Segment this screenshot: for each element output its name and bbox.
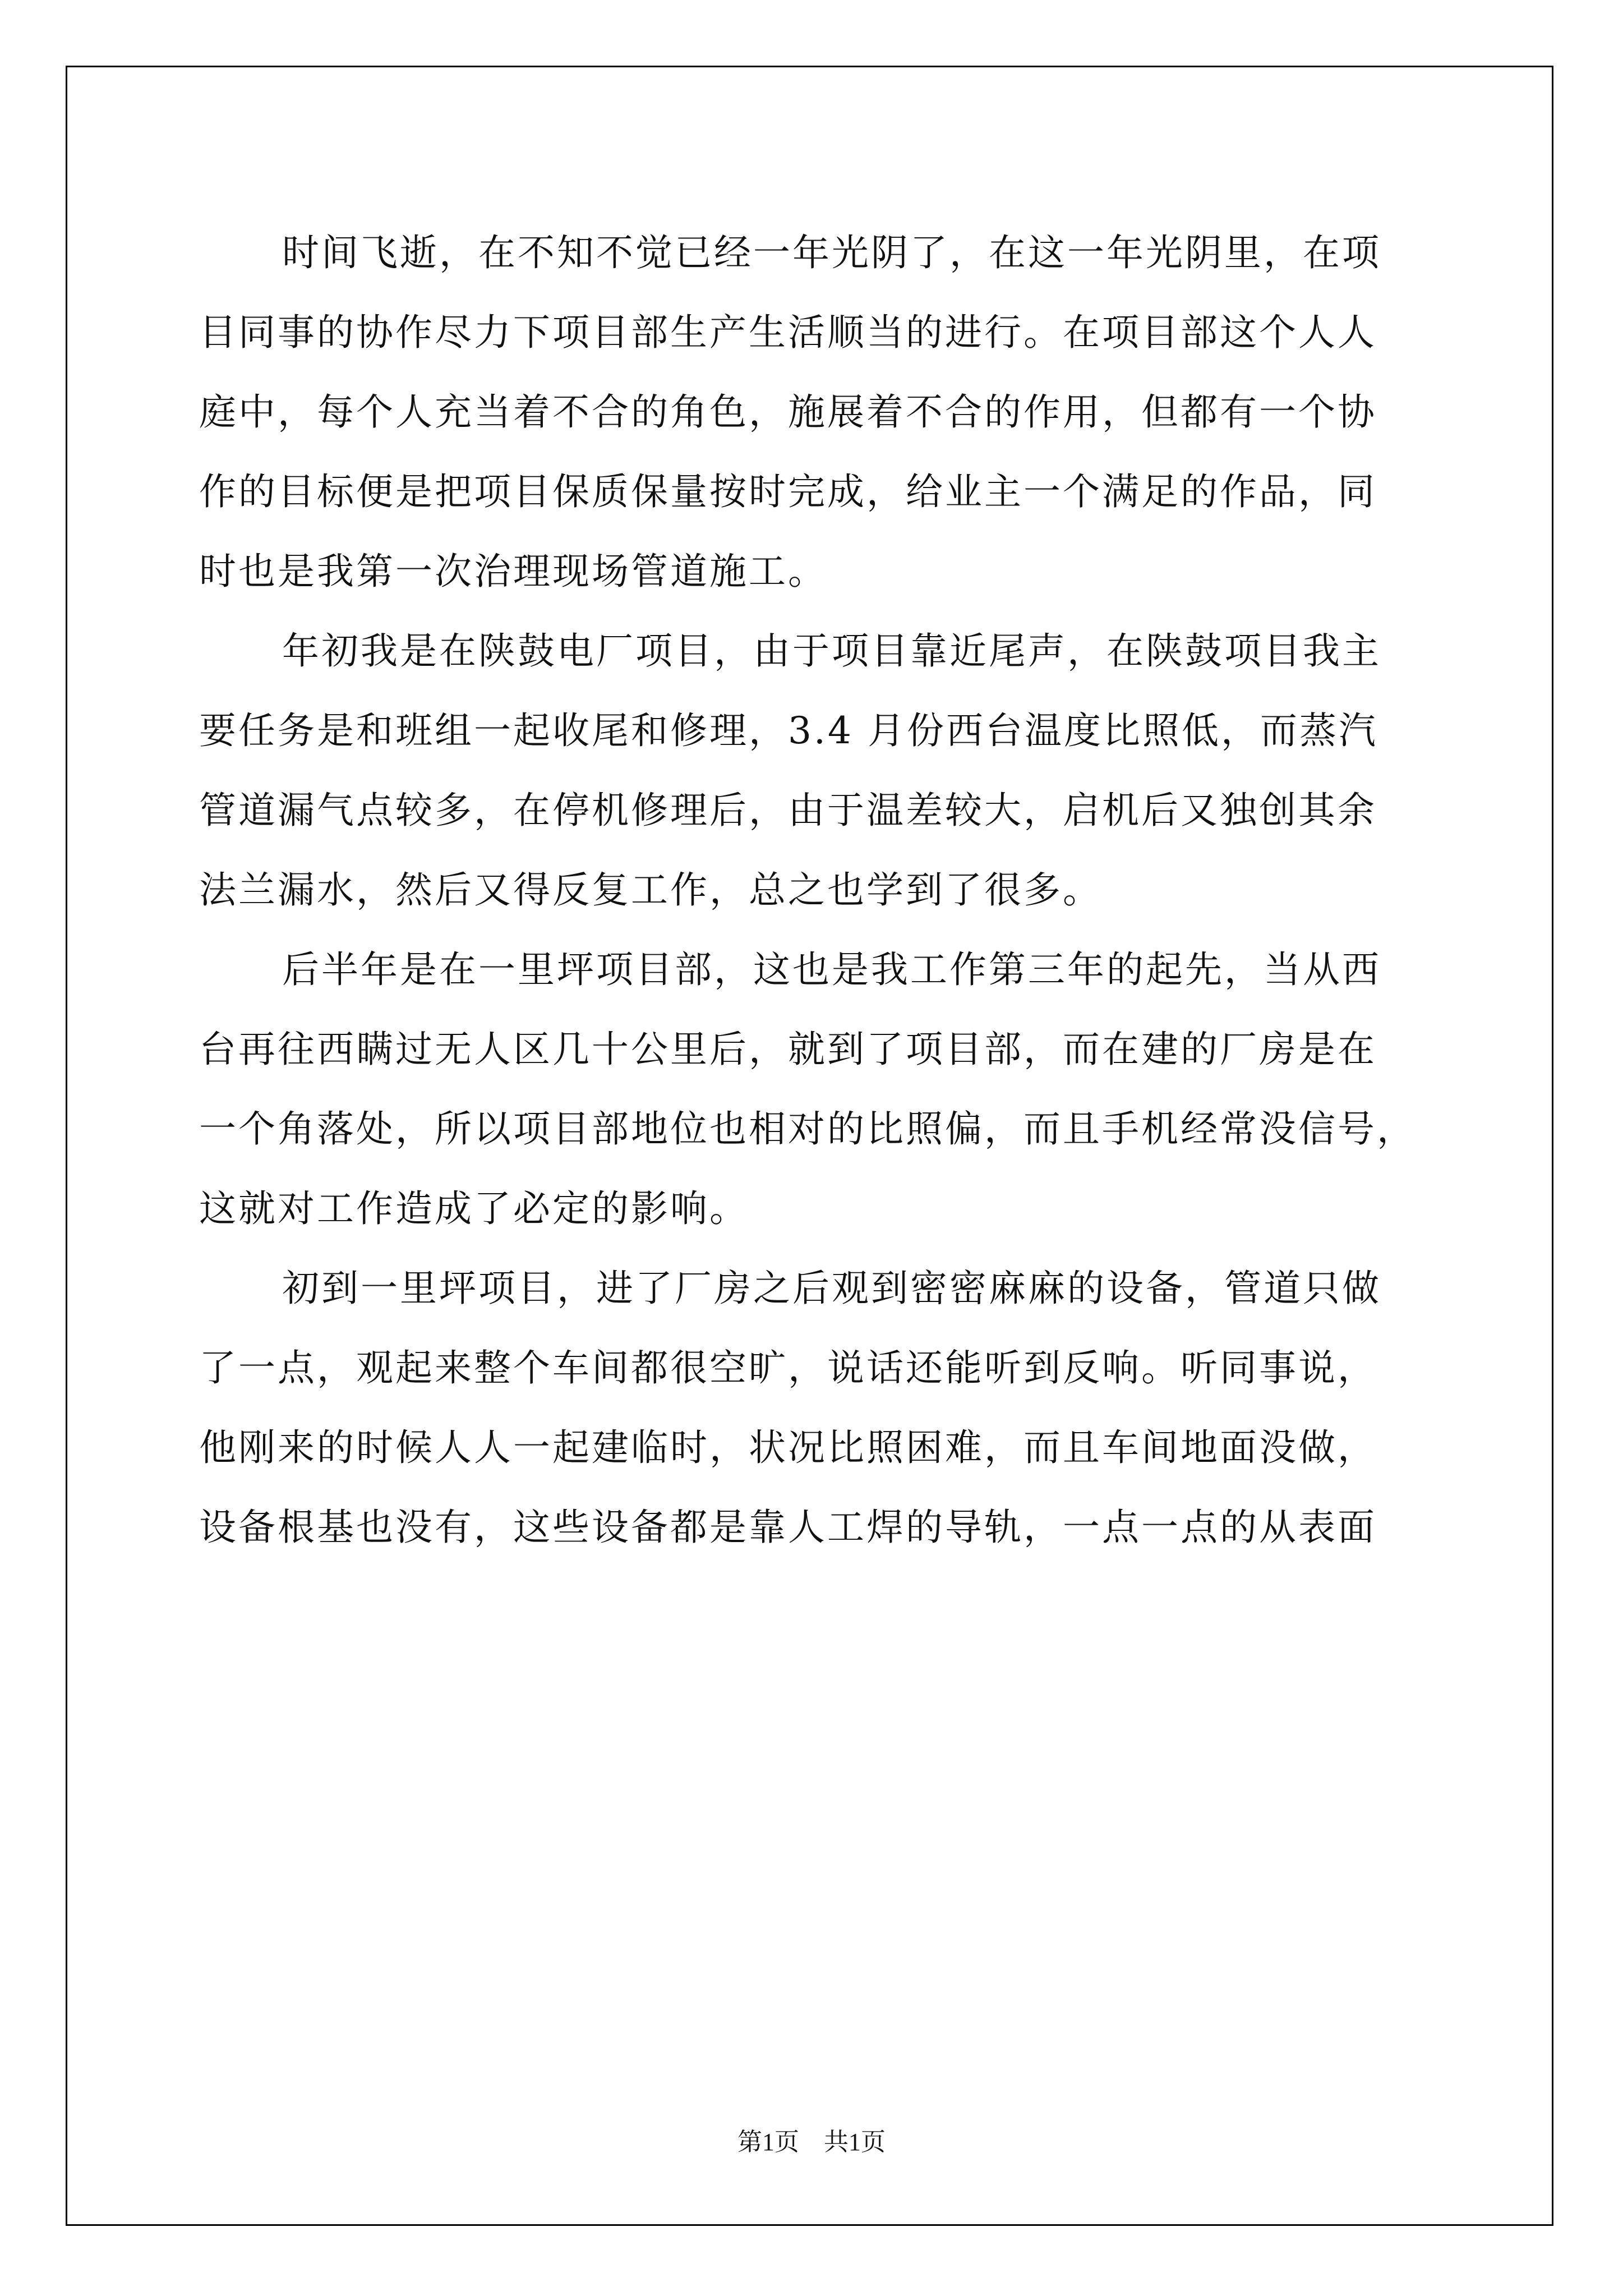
text-line: 作的目标便是把项目保质保量按时完成，给业主一个满足的作品，同 [199, 470, 1377, 513]
paragraph [199, 930, 1433, 1249]
page-total: 共1页 [824, 2128, 886, 2156]
text-line: 台再往西瞒过无人区几十公里后，就到了项目部，而在建的厂房是在 [199, 1028, 1377, 1071]
text-line: 初到一里坪项目，进了厂房之后观到密密麻麻的设备，管道只做 [282, 1267, 1381, 1310]
text-line: 这就对工作造成了必定的影响。 [199, 1187, 749, 1230]
paragraph [199, 213, 1433, 611]
text-line: 目同事的协作尽力下项目部生产生活顺当的进行。在项目部这个人人 [199, 311, 1377, 354]
paragraph [199, 1249, 1433, 1567]
text-line: 要任务是和班组一起收尾和修理，3.4 月份西台温度比照低，而蒸汽 [199, 709, 1378, 752]
paragraph [199, 611, 1433, 930]
text-line: 设备根基也没有，这些设备都是靠人工焊的导轨，一点一点的从表面 [199, 1506, 1377, 1549]
text-line: 了一点，观起来整个车间都很空旷，说话还能听到反响。听同事说， [199, 1346, 1377, 1389]
text-line: 后半年是在一里坪项目部，这也是我工作第三年的起先，当从西 [282, 948, 1381, 991]
text-line: 管道漏气点较多，在停机修理后，由于温差较大，启机后又独创其余 [199, 789, 1377, 832]
text-line: 他刚来的时候人人一起建临时，状况比照困难，而且车间地面没做， [199, 1426, 1377, 1469]
text-line: 庭中，每个人充当着不合的角色，施展着不合的作用，但都有一个协 [199, 390, 1377, 434]
text-line: 时也是我第一次治理现场管道施工。 [199, 550, 827, 593]
text-line: 年初我是在陕鼓电厂项目，由于项目靠近尾声，在陕鼓项目我主 [282, 629, 1381, 673]
text-line: 一个角落处，所以项目部地位也相对的比照偏，而且手机经常没信号， [199, 1107, 1416, 1151]
text-line: 时间飞逝，在不知不觉已经一年光阴了，在这一年光阴里，在项 [282, 231, 1381, 274]
page-number: 第1页 [737, 2128, 799, 2156]
page-footer [0, 2122, 1623, 2157]
document-body [199, 213, 1433, 1567]
text-line: 法兰漏水，然后又得反复工作，总之也学到了很多。 [199, 868, 1102, 912]
